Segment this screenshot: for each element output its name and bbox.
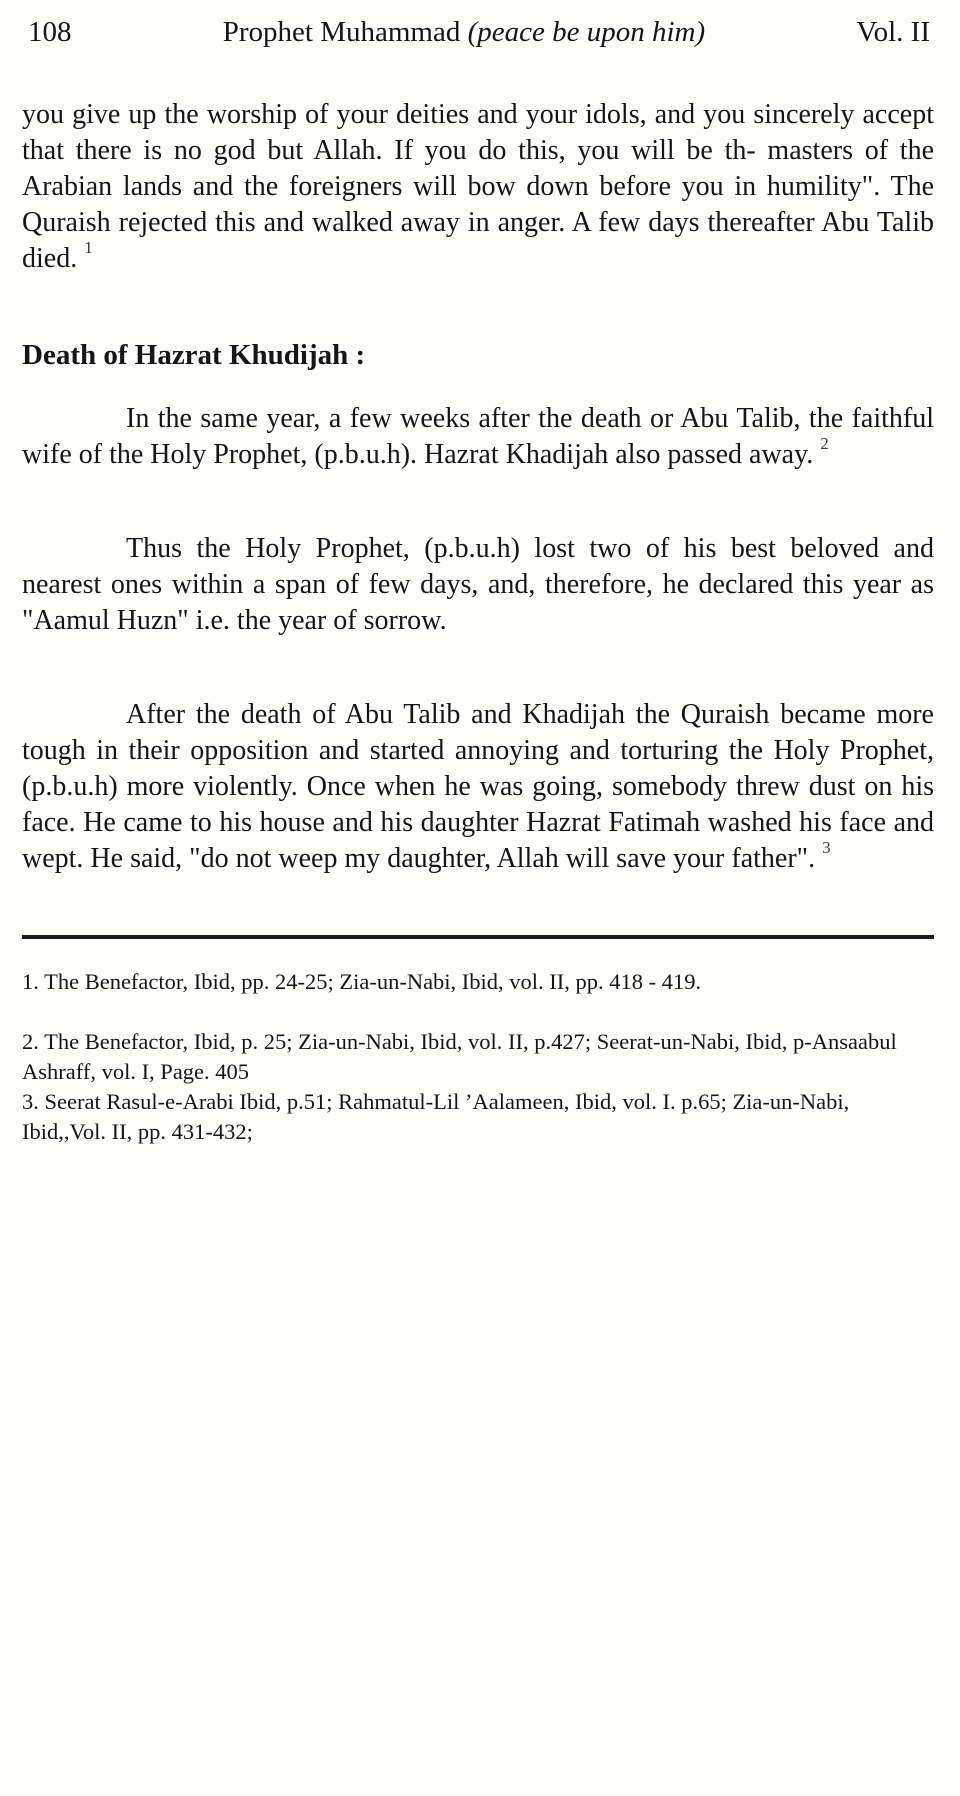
running-title-italic: (peace be upon him) bbox=[467, 16, 706, 48]
paragraph-1-text: you give up the worship of your deities and your idols, and you sincerely accept that there is no god but Allah. If you do this, you will be th- masters of the Arabian lands and the foreigners will bow down before you in humility". The Quraish rejected this and walked away in anger. A few days thereafter Abu Talib died. bbox=[22, 99, 934, 274]
section-heading: Death of Hazrat Khudijah : bbox=[22, 339, 366, 371]
running-title bbox=[223, 16, 705, 49]
footnote-marker-1: 1 bbox=[84, 238, 93, 257]
paragraph-3 bbox=[22, 531, 934, 639]
paragraph-3-text: Thus the Holy Prophet, (p.b.u.h) lost two of his best beloved and nearest ones within a span of few days, and, therefore, he declared this year as "Aamul Huzn" i.e. the year of sorrow. bbox=[22, 533, 934, 636]
page-number: 108 bbox=[28, 16, 72, 48]
footnote-1: 1. The Benefactor, Ibid, pp. 24-25; Zia-un-Nabi, Ibid, vol. II, pp. 418 - 419. bbox=[22, 969, 702, 994]
page-header bbox=[22, 16, 934, 49]
footnote-marker-2: 2 bbox=[820, 434, 829, 453]
paragraph-2 bbox=[22, 401, 934, 473]
volume-label: Vol. II bbox=[856, 16, 930, 48]
footnotes-section bbox=[22, 939, 934, 1147]
footnote-marker-3: 3 bbox=[822, 838, 831, 857]
paragraph-4-text: After the death of Abu Talib and Khadijah the Quraish became more tough in their opposition and started annoying and torturing the Holy Prophet, (p.b.u.h) more violently. Once when he was going, somebody threw dust on his face. He came to his house and his daughter Hazrat Fatimah washed his face and wept. He said, "do not weep my daughter, Allah will save your father". bbox=[22, 699, 934, 874]
paragraph-4 bbox=[22, 697, 934, 877]
footnote-3: 3. Seerat Rasul-e-Arabi Ibid, p.51; Rahmatul-Lil ’Aalameen, Ibid, vol. I. p.65; Zia-un-Nabi, Ibid,,Vol. II, pp. 431-432; bbox=[22, 1089, 850, 1144]
footnote-2: 2. The Benefactor, Ibid, p. 25; Zia-un-Nabi, Ibid, vol. II, p.427; Seerat-un-Nabi, Ibid, p-Ansaabul Ashraff, vol. I, Page. 405 bbox=[22, 1029, 897, 1084]
running-title-main: Prophet Muhammad bbox=[222, 16, 461, 48]
paragraph-1 bbox=[22, 97, 934, 277]
page-body bbox=[22, 97, 934, 877]
paragraph-2-text: In the same year, a few weeks after the death or Abu Talib, the faithful wife of the Holy Prophet, (p.b.u.h). Hazrat Khadijah also passed away. bbox=[22, 403, 934, 470]
